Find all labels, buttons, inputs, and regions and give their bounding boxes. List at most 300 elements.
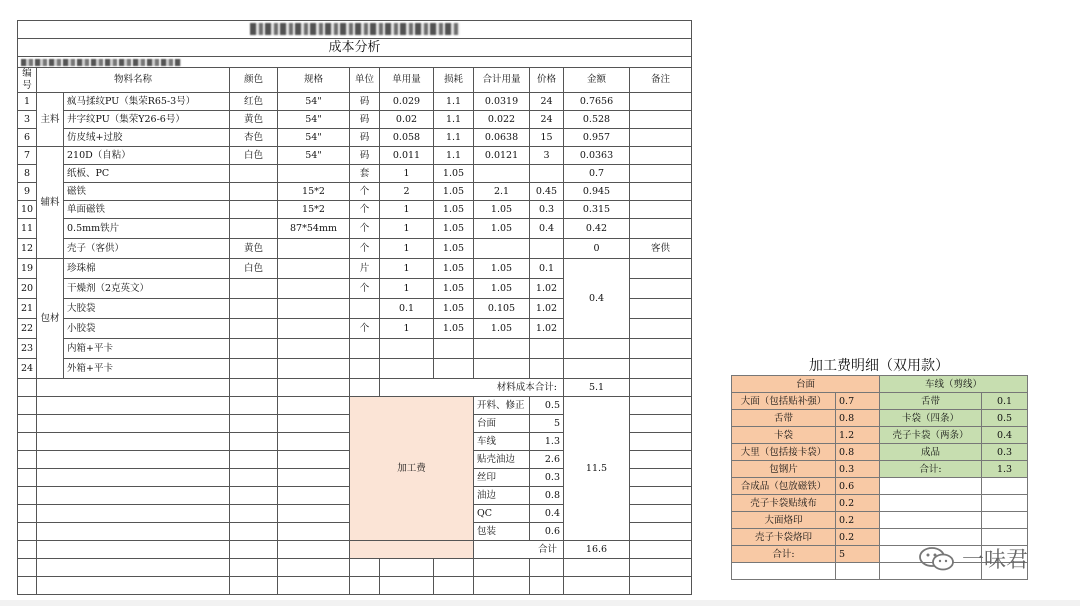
- watermark: [918, 543, 1028, 574]
- fee-right-value: 1.3: [982, 461, 1028, 478]
- row-unit: 个: [350, 279, 380, 299]
- material-rows: [18, 93, 692, 379]
- row-spec: 54": [278, 129, 350, 147]
- row-total: 0.022: [474, 111, 530, 129]
- row-total: 0.0638: [474, 129, 530, 147]
- row-spec: [278, 319, 350, 339]
- empty-cell: [230, 541, 278, 559]
- row-color: [230, 299, 278, 319]
- empty-cell: [564, 559, 630, 577]
- fee-row: [732, 427, 1028, 444]
- fee-row: [732, 393, 1028, 410]
- process-item-value: 0.8: [530, 487, 564, 505]
- table-row: [18, 129, 692, 147]
- row-total: [474, 339, 530, 359]
- empty-cell: [982, 478, 1028, 495]
- row-note: [630, 201, 692, 219]
- row-no: 22: [18, 319, 37, 339]
- empty-cell: [630, 469, 692, 487]
- row-name: 外箱+平卡: [64, 359, 230, 379]
- row-name: 单面磁铁: [64, 201, 230, 219]
- row-loss: 1.05: [434, 299, 474, 319]
- empty-cell: [230, 433, 278, 451]
- table-row: [18, 239, 692, 259]
- fee-row: [732, 478, 1028, 495]
- empty-cell: [278, 487, 350, 505]
- empty-cell: [278, 559, 350, 577]
- row-color: 杏色: [230, 129, 278, 147]
- group-aux: 辅料: [37, 147, 64, 259]
- process-rows: [18, 379, 692, 595]
- fee-right-value: 0.1: [982, 393, 1028, 410]
- empty-cell: [18, 451, 37, 469]
- row-spec: [278, 299, 350, 319]
- row-unit: 码: [350, 147, 380, 165]
- row-amount: 0.7: [564, 165, 630, 183]
- row-no: 11: [18, 219, 37, 239]
- fee-left-name: 舌带: [732, 410, 836, 427]
- fee-right-name: 卡袋（四条）: [880, 410, 982, 427]
- row-note: [630, 319, 692, 339]
- row-spec: 15*2: [278, 183, 350, 201]
- empty-cell: [18, 397, 37, 415]
- material-total-label: 材料成本合计:: [380, 379, 564, 397]
- process-total: 11.5: [564, 397, 630, 541]
- header-loss: 损耗: [434, 68, 474, 93]
- fee-left-name: 大面（包括贴补强）: [732, 393, 836, 410]
- row-spec: [278, 339, 350, 359]
- fee-left-value: 0.6: [836, 478, 880, 495]
- table-row: [18, 201, 692, 219]
- row-color: 白色: [230, 259, 278, 279]
- table-row: [18, 147, 692, 165]
- empty-cell: [18, 415, 37, 433]
- row-loss: 1.05: [434, 183, 474, 201]
- row-qty: 1: [380, 201, 434, 219]
- empty-cell: [630, 505, 692, 523]
- row-name: 疯马揉纹PU（集荣R65-3号）: [64, 93, 230, 111]
- fee-left-name: 合成品（包放磁铁）: [732, 478, 836, 495]
- fee-left-header: 台面: [732, 376, 880, 393]
- page-title: 成本分析: [18, 39, 692, 57]
- row-qty: 2: [380, 183, 434, 201]
- empty-cell: [37, 379, 230, 397]
- empty-cell: [37, 451, 230, 469]
- row-amount: 0.315: [564, 201, 630, 219]
- header-name: 物料名称: [37, 68, 230, 93]
- row-total: 1.05: [474, 319, 530, 339]
- row-amount: 0.7656: [564, 93, 630, 111]
- row-name: 珍珠棉: [64, 259, 230, 279]
- row-price: 15: [530, 129, 564, 147]
- row-note: [630, 259, 692, 279]
- row-loss: 1.05: [434, 279, 474, 299]
- row-spec: [278, 279, 350, 299]
- row-color: 白色: [230, 147, 278, 165]
- row-amount: 0: [564, 239, 630, 259]
- row-note: [630, 165, 692, 183]
- row-name: 210D（自粘）: [64, 147, 230, 165]
- empty-cell: [982, 512, 1028, 529]
- row-no: 20: [18, 279, 37, 299]
- row-price: 3: [530, 147, 564, 165]
- header-unit: 单位: [350, 68, 380, 93]
- empty-cell: [37, 559, 230, 577]
- row-unit: [350, 359, 380, 379]
- empty-cell: [230, 487, 278, 505]
- process-item-value: 1.3: [530, 433, 564, 451]
- empty-cell: [37, 577, 230, 595]
- empty-cell: [474, 559, 530, 577]
- header-color: 颜色: [230, 68, 278, 93]
- row-loss: 1.1: [434, 111, 474, 129]
- row-loss: 1.05: [434, 239, 474, 259]
- material-total-row: [18, 379, 692, 397]
- process-item-value: 2.6: [530, 451, 564, 469]
- empty-cell: [278, 577, 350, 595]
- row-color: [230, 319, 278, 339]
- row-total: [474, 239, 530, 259]
- row-total: [474, 359, 530, 379]
- row-spec: [278, 359, 350, 379]
- process-row: [18, 397, 692, 415]
- empty-cell: [37, 541, 230, 559]
- row-qty: 1: [380, 259, 434, 279]
- row-unit: 个: [350, 201, 380, 219]
- row-unit: 片: [350, 259, 380, 279]
- row-note: [630, 299, 692, 319]
- empty-cell: [278, 505, 350, 523]
- fee-row: [732, 461, 1028, 478]
- row-total: 0.0121: [474, 147, 530, 165]
- empty-cell: [880, 495, 982, 512]
- empty-cell: [278, 541, 350, 559]
- row-name: 纸板、PC: [64, 165, 230, 183]
- header-no: 编号: [18, 68, 37, 93]
- fee-left-value: 0.2: [836, 529, 880, 546]
- row-loss: 1.05: [434, 165, 474, 183]
- empty-cell: [350, 577, 380, 595]
- fee-left-value: 0.7: [836, 393, 880, 410]
- row-price: [530, 239, 564, 259]
- empty-cell: [434, 559, 474, 577]
- row-note: 客供: [630, 239, 692, 259]
- row-unit: [350, 299, 380, 319]
- row-no: 6: [18, 129, 37, 147]
- process-item-name: 包装: [474, 523, 530, 541]
- row-price: 1.02: [530, 279, 564, 299]
- row-spec: [278, 239, 350, 259]
- row-color: [230, 201, 278, 219]
- row-note: [630, 129, 692, 147]
- fee-left-name: 壳子卡袋烙印: [732, 529, 836, 546]
- header-amount: 金额: [564, 68, 630, 93]
- empty-cell: [836, 563, 880, 580]
- empty-cell: [630, 577, 692, 595]
- watermark-text: 一味君: [962, 548, 1029, 573]
- empty-cell: [982, 495, 1028, 512]
- row-price: 1.02: [530, 299, 564, 319]
- row-amount: 0.528: [564, 111, 630, 129]
- fee-right-name: 壳子卡袋（两条）: [880, 427, 982, 444]
- row-name: 内箱+平卡: [64, 339, 230, 359]
- empty-cell: [230, 523, 278, 541]
- empty-cell: [18, 523, 37, 541]
- empty-cell: [18, 505, 37, 523]
- empty-cell: [18, 469, 37, 487]
- row-qty: 1: [380, 279, 434, 299]
- row-price: [530, 339, 564, 359]
- row-spec: 54": [278, 147, 350, 165]
- cost-sheet: [17, 20, 691, 582]
- empty-cell: [630, 487, 692, 505]
- row-price: 0.3: [530, 201, 564, 219]
- table-row: [18, 93, 692, 111]
- row-spec: 54": [278, 111, 350, 129]
- blurred-company-name: [18, 21, 692, 39]
- row-total: 0.105: [474, 299, 530, 319]
- row-no: 3: [18, 111, 37, 129]
- grand-total-value: 16.6: [564, 541, 630, 559]
- row-total: 1.05: [474, 201, 530, 219]
- row-loss: 1.1: [434, 129, 474, 147]
- empty-cell: [350, 379, 380, 397]
- process-item-name: 贴壳油边: [474, 451, 530, 469]
- blurred-subline: [18, 57, 692, 68]
- row-amount: [564, 339, 630, 359]
- empty-cell: [630, 415, 692, 433]
- process-item-value: 0.4: [530, 505, 564, 523]
- row-loss: 1.1: [434, 93, 474, 111]
- fee-left-value: 0.2: [836, 512, 880, 529]
- row-price: 24: [530, 93, 564, 111]
- empty-cell: [630, 379, 692, 397]
- row-qty: 1: [380, 239, 434, 259]
- empty-cell: [630, 523, 692, 541]
- fee-right-value: 0.4: [982, 427, 1028, 444]
- table-row: [18, 111, 692, 129]
- process-item-name: QC: [474, 505, 530, 523]
- empty-cell: [230, 379, 278, 397]
- wechat-icon: [918, 546, 956, 572]
- empty-cell: [230, 415, 278, 433]
- empty-cell: [278, 415, 350, 433]
- row-name: 小胶袋: [64, 319, 230, 339]
- blank-row: [18, 577, 692, 595]
- empty-cell: [37, 505, 230, 523]
- row-unit: [350, 339, 380, 359]
- empty-cell: [732, 563, 836, 580]
- row-spec: 15*2: [278, 201, 350, 219]
- process-item-name: 开料、修正: [474, 397, 530, 415]
- empty-cell: [630, 451, 692, 469]
- fee-row: [732, 512, 1028, 529]
- empty-cell: [278, 433, 350, 451]
- row-qty: 1: [380, 165, 434, 183]
- empty-cell: [880, 512, 982, 529]
- empty-cell: [278, 451, 350, 469]
- row-note: [630, 183, 692, 201]
- material-total-value: 5.1: [564, 379, 630, 397]
- row-color: [230, 219, 278, 239]
- empty-cell: [278, 523, 350, 541]
- row-loss: 1.1: [434, 147, 474, 165]
- empty-cell: [278, 379, 350, 397]
- empty-cell: [564, 577, 630, 595]
- fee-right-name: 合计:: [880, 461, 982, 478]
- empty-cell: [37, 433, 230, 451]
- fee-left-value: 0.8: [836, 410, 880, 427]
- row-qty: 0.058: [380, 129, 434, 147]
- empty-cell: [380, 559, 434, 577]
- row-price: [530, 165, 564, 183]
- process-item-name: 丝印: [474, 469, 530, 487]
- empty-cell: [230, 451, 278, 469]
- row-color: [230, 359, 278, 379]
- row-no: 23: [18, 339, 37, 359]
- empty-cell: [630, 541, 692, 559]
- empty-cell: [37, 397, 230, 415]
- table-row: [18, 183, 692, 201]
- row-unit: 个: [350, 183, 380, 201]
- row-total: [474, 165, 530, 183]
- row-total: 1.05: [474, 259, 530, 279]
- row-amount: 0.957: [564, 129, 630, 147]
- grand-total-row: [18, 541, 692, 559]
- row-price: 0.45: [530, 183, 564, 201]
- empty-cell: [18, 433, 37, 451]
- row-qty: 1: [380, 319, 434, 339]
- row-amount: 0.42: [564, 219, 630, 239]
- row-note: [630, 93, 692, 111]
- empty-cell: [350, 559, 380, 577]
- row-color: [230, 279, 278, 299]
- row-qty: [380, 359, 434, 379]
- row-no: 21: [18, 299, 37, 319]
- row-qty: [380, 339, 434, 359]
- fee-left-value: 5: [836, 546, 880, 563]
- empty-cell: [230, 397, 278, 415]
- process-item-name: 车线: [474, 433, 530, 451]
- row-color: 红色: [230, 93, 278, 111]
- header-total: 合计用量: [474, 68, 530, 93]
- header-qty: 单用量: [380, 68, 434, 93]
- row-note: [630, 147, 692, 165]
- row-qty: 0.029: [380, 93, 434, 111]
- empty-cell: [278, 397, 350, 415]
- header-price: 价格: [530, 68, 564, 93]
- fee-left-name: 壳子卡袋贴绒布: [732, 495, 836, 512]
- row-unit: 个: [350, 319, 380, 339]
- row-total: 1.05: [474, 279, 530, 299]
- row-note: [630, 339, 692, 359]
- row-color: 黄色: [230, 111, 278, 129]
- row-loss: 1.05: [434, 201, 474, 219]
- row-name: 0.5mm铁片: [64, 219, 230, 239]
- row-unit: 码: [350, 111, 380, 129]
- fee-left-name: 卡袋: [732, 427, 836, 444]
- row-note: [630, 279, 692, 299]
- empty-cell: [230, 469, 278, 487]
- row-spec: 87*54mm: [278, 219, 350, 239]
- row-note: [630, 359, 692, 379]
- row-unit: 码: [350, 129, 380, 147]
- row-no: 24: [18, 359, 37, 379]
- empty-cell: [474, 577, 530, 595]
- process-item-value: 0.3: [530, 469, 564, 487]
- empty-cell: [380, 577, 434, 595]
- fee-row: [732, 410, 1028, 427]
- table-row: [18, 359, 692, 379]
- fee-left-name: 合计:: [732, 546, 836, 563]
- empty-cell: [18, 577, 37, 595]
- row-loss: [434, 339, 474, 359]
- fee-header-row: [732, 376, 1028, 393]
- fee-row: [732, 495, 1028, 512]
- process-item-name: 油边: [474, 487, 530, 505]
- fee-right-value: 0.3: [982, 444, 1028, 461]
- empty-cell: [630, 559, 692, 577]
- fee-row: [732, 444, 1028, 461]
- row-color: [230, 339, 278, 359]
- empty-cell: [350, 541, 474, 559]
- fee-left-value: 1.2: [836, 427, 880, 444]
- empty-cell: [230, 505, 278, 523]
- table-row: [18, 165, 692, 183]
- empty-cell: [880, 478, 982, 495]
- empty-cell: [37, 415, 230, 433]
- row-unit: 个: [350, 219, 380, 239]
- fee-left-value: 0.2: [836, 495, 880, 512]
- empty-cell: [18, 487, 37, 505]
- process-item-value: 5: [530, 415, 564, 433]
- empty-cell: [630, 397, 692, 415]
- table-row: [18, 339, 692, 359]
- row-color: [230, 183, 278, 201]
- row-name: 干燥剂（2克英文）: [64, 279, 230, 299]
- row-total: 2.1: [474, 183, 530, 201]
- row-amount: [564, 359, 630, 379]
- empty-cell: [530, 559, 564, 577]
- process-item-name: 台面: [474, 415, 530, 433]
- process-label: 加工费: [350, 397, 474, 541]
- grand-total-label: 合计: [474, 541, 564, 559]
- row-spec: [278, 165, 350, 183]
- row-qty: 0.011: [380, 147, 434, 165]
- row-amount: 0.0363: [564, 147, 630, 165]
- row-price: 1.02: [530, 319, 564, 339]
- empty-cell: [18, 559, 37, 577]
- fee-right-name: 成品: [880, 444, 982, 461]
- row-unit: 套: [350, 165, 380, 183]
- row-price: 0.4: [530, 219, 564, 239]
- empty-cell: [278, 469, 350, 487]
- empty-cell: [37, 487, 230, 505]
- empty-cell: [230, 577, 278, 595]
- fee-right-name: 舌带: [880, 393, 982, 410]
- row-total: 0.0319: [474, 93, 530, 111]
- empty-cell: [18, 379, 37, 397]
- row-spec: [278, 259, 350, 279]
- row-no: 19: [18, 259, 37, 279]
- row-no: 12: [18, 239, 37, 259]
- pack-amount: 0.4: [564, 259, 630, 339]
- fee-left-name: 包钢片: [732, 461, 836, 478]
- process-item-value: 0.5: [530, 397, 564, 415]
- fee-detail-title: 加工费明细（双用款）: [809, 358, 949, 374]
- row-price: [530, 359, 564, 379]
- group-pack: 包材: [37, 259, 64, 379]
